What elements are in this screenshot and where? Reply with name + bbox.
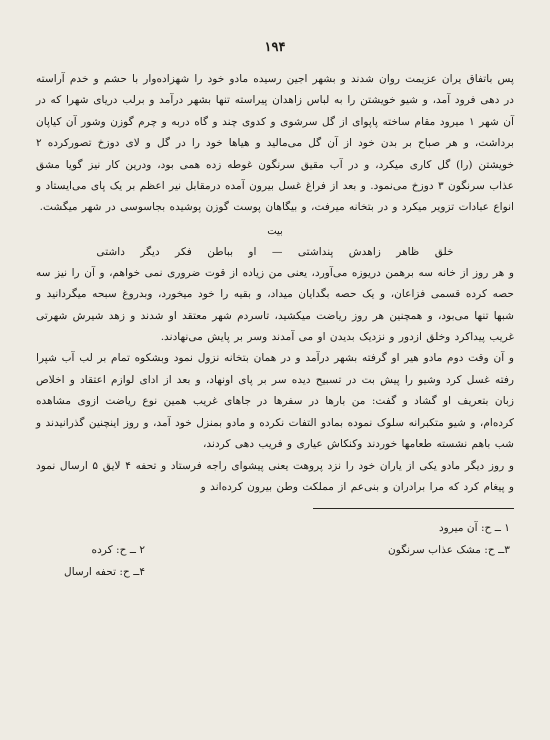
footnote-2: ۲ ــ ح: کرده xyxy=(91,544,146,557)
paragraph-1: پس باتفاق یران عزیمت روان شدند و بشهر اجین رسیده مادو خود را شهزاده‌وار با حشم و خدم آراسته در دهی فرود آمد، و شیو خویشتن را به لباس زاهدان پیراسته تنها بشهر درآمد و برلب دریای شهرا که در آن شهر ۱ میرود مقام ساخته پاپوای از گل سرشوی و کدوی چند و گاه دربه و چرم گوزن وشور آن کیاپان برداشت، و هر صباح بر بدن خود از آن گل می‌مالید و هیاها خود را در گل و لای دوزخ تصورکرده ۲ خویشتن (را) گل کاری میکرد، و در آب مقیق سرنگون غوطه زده همی بود، ودرین کار نیز گویا مشق عذاب سرنگون ۳ دوزخ می‌نمود. و بعد از فراغ غسل بیرون آمده درمقابل نیر اعظم بر یک پای می‌ایستاد و انواع عبادات تزویر میکرد و در بتخانه میرفت، و بیگاهان پوست گوزن پوشیده بجاسوسی در شهر میگشت. xyxy=(36,73,514,214)
paragraph-4: و روز دیگر مادو یکی از یاران خود را نزد پروهت یعنی پیشوای راجه فرستاد و تحفه ۴ لایق ۵ ارسال نمود و پیغام کرد که مرا برادران و بنی‌عم از مملکت وطن بیرون کرده‌اند و xyxy=(36,459,514,493)
footnote-divider xyxy=(313,508,514,509)
paragraph-3: و آن وقت دوم مادو هیر او گرفته بشهر درآمد و در همان بتخانه نزول نمود وبشکوه تمام بر لب آب شپرا رفته غسل کرد وشیو را پیش بت در تسبیح دیده سر بر پای اونهاد، و بعد از ادای لوازم اعتقاد و اخلاص زبان بتعریف او گشاد و گفت: من بارها در سفرها در جاهای غریب همین نوع ریاضت ازوی مشاهده کرده‌ام، و شیو متکبرانه سلوک نموده بمادو التفات نکرده و مادو بمنزل خود آمد، و روز اینچنین گذرانیدند و شب باهم نشسته طعامها خوردند وکنکاش عیاری و فریب دهی کردند، xyxy=(36,352,514,451)
verse-line: خلق ظاهر زاهدش پنداشتی — او بباطن فکر دیگر داشتی xyxy=(96,245,454,258)
footnote-3: ۳ــ ح: مشک عذاب سرنگون xyxy=(388,544,510,557)
verse xyxy=(36,221,514,263)
paragraph-2: و هر روز از خانه سه برهمن دریوزه می‌آورد، یعنی من زیاده از قوت ضروری نمی خواهم، و آن را نیز سه حصه کرده قسمی فزاعان، و یک حصه بگدایان میداد، و بقیه را خود میخورد، وبدروغ سبحه میگردانید و شبها تنها می‌بود، و همچنین هر روز ریاضت میکشید، تاسردم شهر معتقد او شدند و زهد شیرش شهرتی غریب پیداکرد وخلق ازدور و نزدیک بدیدن او می آمدند وسر بر پایش می‌نهادند. xyxy=(36,266,514,344)
page-number: ۱۹۴ xyxy=(264,40,286,55)
footnote-1: ۱ ــ ح: آن میرود xyxy=(438,522,510,535)
footnote-4: ۴ــ ح: تحفه ارسال xyxy=(64,566,146,579)
verse-label: بیت xyxy=(267,225,283,237)
body-text xyxy=(36,69,514,498)
footnotes xyxy=(36,517,514,583)
footnotes-left-column xyxy=(64,539,145,583)
footnotes-right-column xyxy=(388,517,510,583)
